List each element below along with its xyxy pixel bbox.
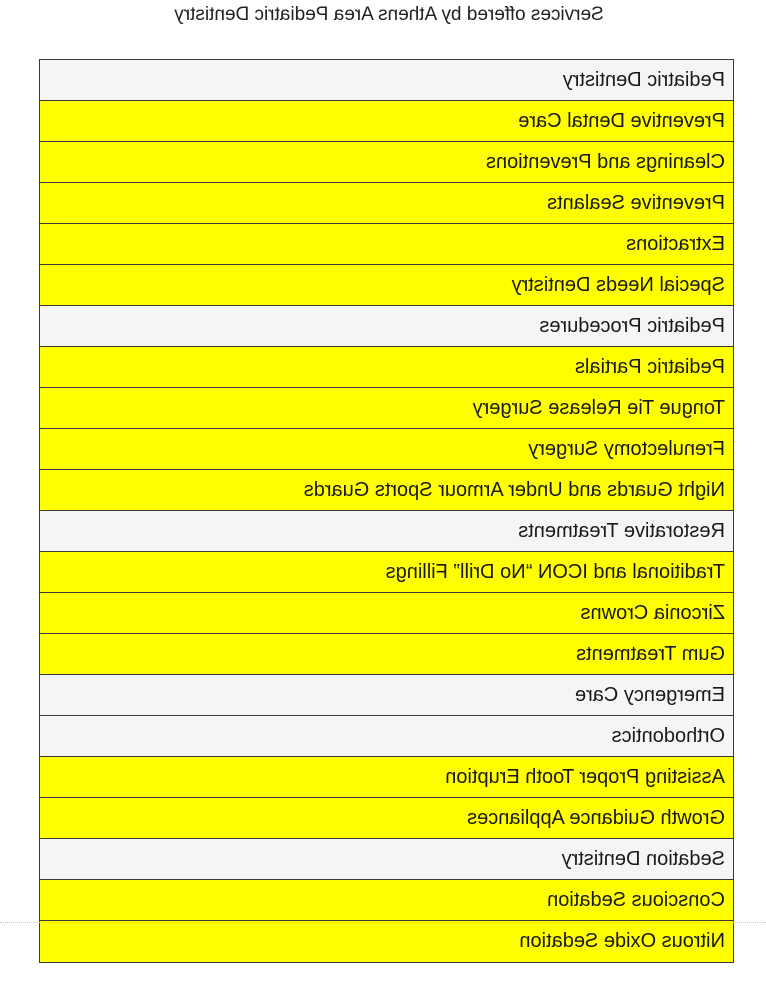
service-row-item: Night Guards and Under Armour Sports Guards	[40, 470, 733, 511]
service-row-item: Tongue Tie Release Surgery	[40, 388, 733, 429]
service-row-item: Conscious Sedation	[40, 880, 733, 921]
service-row-item: Traditional and ICON “No Drill” Fillings	[40, 552, 733, 593]
service-row-category: Sedation Dentistry	[40, 839, 733, 880]
service-row-item: Frenulectomy Surgery	[40, 429, 733, 470]
service-row-item: Cleanings and Preventions	[40, 142, 733, 183]
service-row-category: Pediatric Dentistry	[40, 60, 733, 101]
service-row-item: Pediatric Partials	[40, 347, 733, 388]
service-row-category: Restorative Treatments	[40, 511, 733, 552]
service-row-item: Nitrous Oxide Sedation	[40, 921, 733, 962]
service-row-item: Extractions	[40, 224, 733, 265]
service-row-category: Pediatric Procedures	[40, 306, 733, 347]
service-row-item: Special Needs Dentistry	[40, 265, 733, 306]
service-row-item: Assisting Proper Tooth Eruption	[40, 757, 733, 798]
service-row-item: Preventive Dental Care	[40, 101, 733, 142]
service-row-category: Emergency Care	[40, 675, 733, 716]
page-title: Services offered by Athens Area Pediatric Dentistry	[174, 4, 604, 25]
service-row-item: Gum Treatments	[40, 634, 733, 675]
service-row-category: Orthodontics	[40, 716, 733, 757]
services-table	[39, 59, 734, 963]
service-row-item: Preventive Sealants	[40, 183, 733, 224]
service-row-item: Growth Guidance Appliances	[40, 798, 733, 839]
page-divider	[0, 922, 766, 923]
service-row-item: Zirconia Crowns	[40, 593, 733, 634]
